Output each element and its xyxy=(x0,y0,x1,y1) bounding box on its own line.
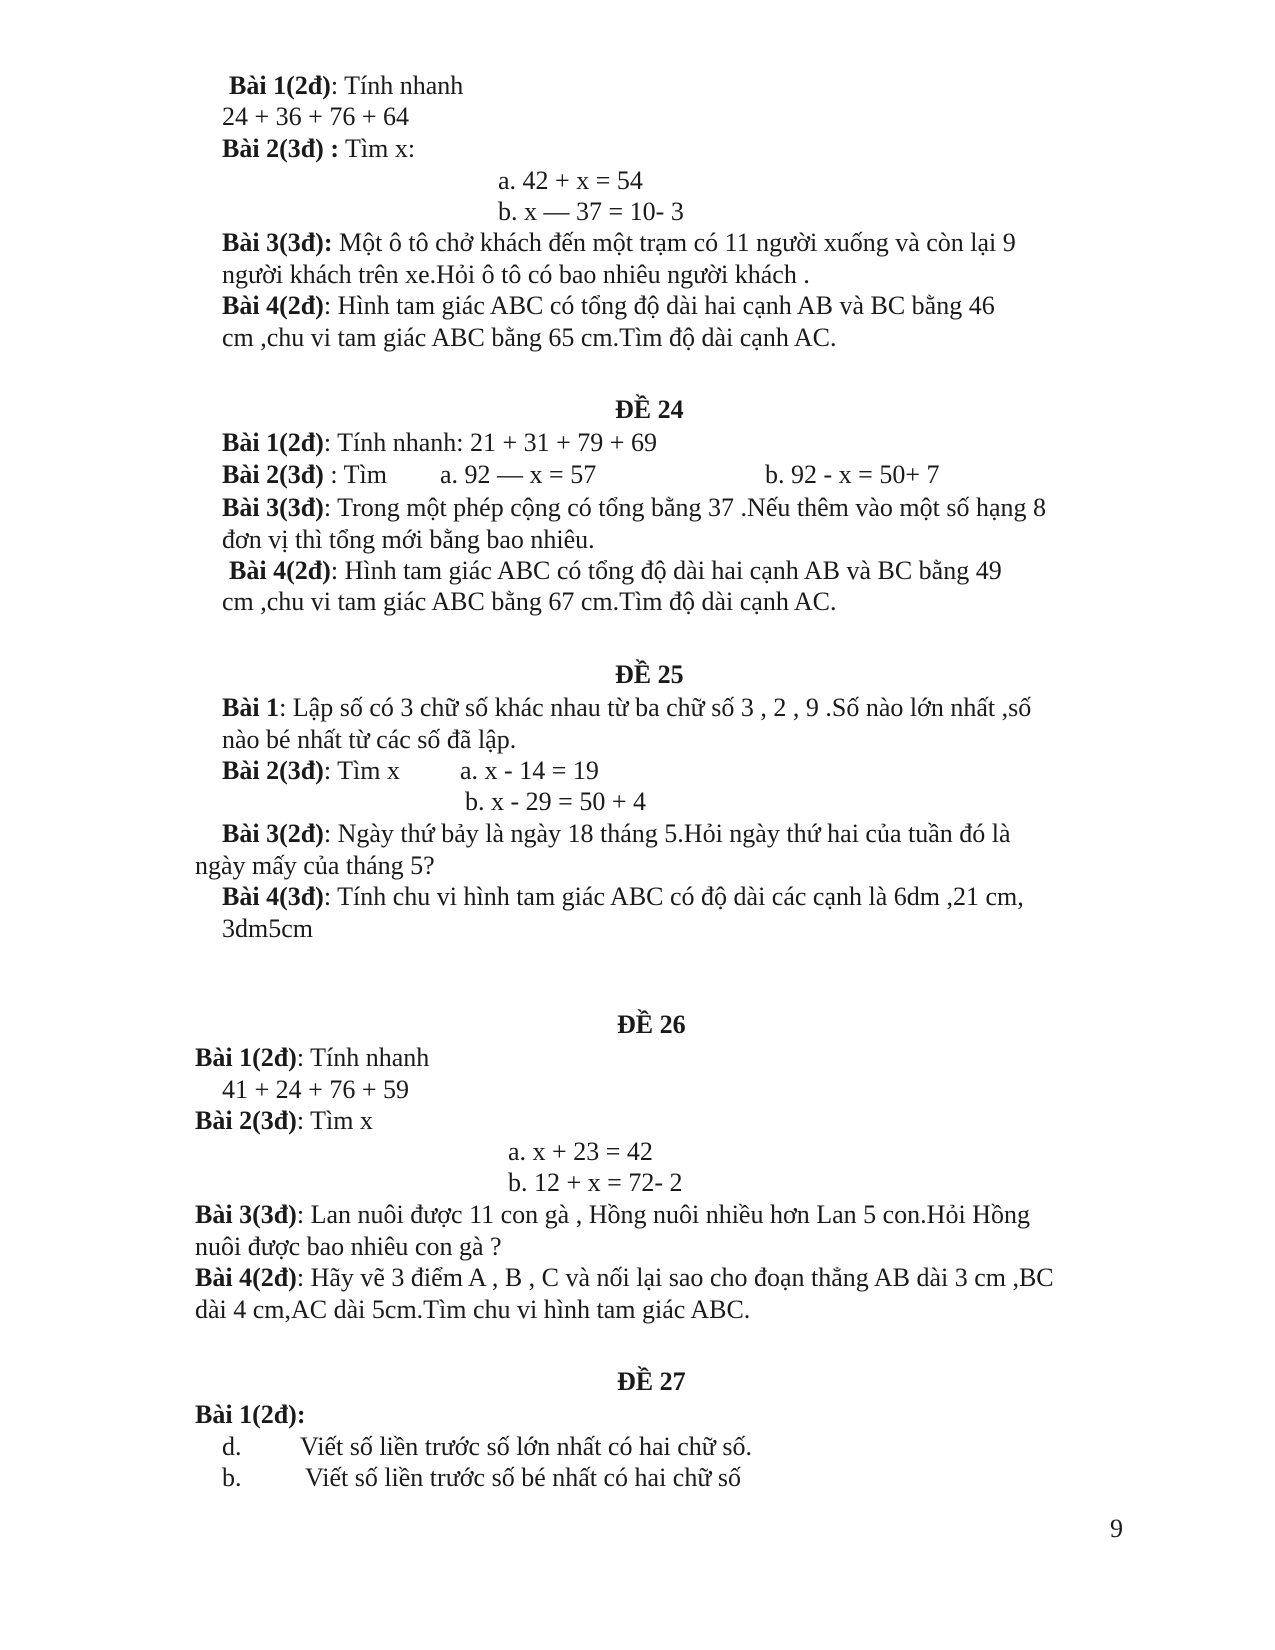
de24-bai2-b: b. 92 - x = 50+ 7 xyxy=(765,460,940,489)
de26-title: ĐỀ 26 xyxy=(617,1010,686,1039)
de26-bai4-line2: dài 4 cm,AC dài 5cm.Tìm chu vi hình tam giác ABC. xyxy=(195,1295,751,1324)
s1-bai2: Bài 2(3đ) : Tìm x: xyxy=(222,134,416,163)
de26-bai2-a: a. x + 23 = 42 xyxy=(508,1137,653,1166)
page-number: 9 xyxy=(1110,1514,1123,1543)
de25-title: ĐỀ 25 xyxy=(615,660,684,689)
de25-bai2: Bài 2(3đ): Tìm x xyxy=(222,756,400,785)
de26-bai2-b: b. 12 + x = 72- 2 xyxy=(508,1168,683,1197)
de24-bai3-line2: đơn vị thì tổng mới bằng bao nhiêu. xyxy=(222,525,595,554)
s1-bai1-label: Bài 1(2đ) xyxy=(229,71,331,100)
de24-bai3: Bài 3(3đ): Trong một phép cộng có tổng bằng 37 .Nếu thêm vào một số hạng 8 xyxy=(222,493,1047,522)
de27-title: ĐỀ 27 xyxy=(617,1367,686,1396)
s1-bai1: Bài 1(2đ): Tính nhanh xyxy=(229,71,464,100)
de27-item-b-marker: b. xyxy=(222,1463,242,1492)
de26-bai1: Bài 1(2đ): Tính nhanh xyxy=(195,1043,430,1072)
s1-bai4-line2: cm ,chu vi tam giác ABC bằng 65 cm.Tìm độ dài cạnh AC. xyxy=(222,323,837,352)
de24-title: ĐỀ 24 xyxy=(615,395,684,424)
de25-bai2-b: b. x - 29 = 50 + 4 xyxy=(465,787,646,816)
de25-bai1-line2: nào bé nhất từ các số đã lập. xyxy=(222,725,517,754)
de27-item-d-text: Viết số liền trước số lớn nhất có hai chữ số. xyxy=(300,1432,752,1461)
de25-bai3: Bài 3(2đ): Ngày thứ bảy là ngày 18 tháng 5.Hỏi ngày thứ hai của tuần đó là xyxy=(222,819,1011,848)
s1-bai3-line2: người khách trên xe.Hỏi ô tô có bao nhiêu người khách . xyxy=(222,260,810,289)
de25-bai1: Bài 1: Lập số có 3 chữ số khác nhau từ ba chữ số 3 , 2 , 9 .Số nào lớn nhất ,số xyxy=(222,693,1032,722)
de25-bai4: Bài 4(3đ): Tính chu vi hình tam giác ABC có độ dài các cạnh là 6dm ,21 cm, xyxy=(222,882,1024,911)
de24-bai2: Bài 2(3đ) : Tìm xyxy=(222,460,387,489)
de26-bai4: Bài 4(2đ): Hãy vẽ 3 điểm A , B , C và nối lại sao cho đoạn thẳng AB dài 3 cm ,BC xyxy=(195,1263,1054,1292)
de26-bai1-expr: 41 + 24 + 76 + 59 xyxy=(222,1075,409,1104)
de26-bai3: Bài 3(3đ): Lan nuôi được 11 con gà , Hồng nuôi nhiều hơn Lan 5 con.Hỏi Hồng xyxy=(195,1200,1030,1229)
de26-bai2: Bài 2(3đ): Tìm x xyxy=(195,1106,373,1135)
de26-bai3-line2: nuôi được bao nhiêu con gà ? xyxy=(195,1232,502,1261)
s1-bai4: Bài 4(2đ): Hình tam giác ABC có tổng độ dài hai cạnh AB và BC bằng 46 xyxy=(222,291,995,320)
de24-bai1: Bài 1(2đ): Tính nhanh: 21 + 31 + 79 + 69 xyxy=(222,428,657,457)
de25-bai3-line2: ngày mấy của tháng 5? xyxy=(195,851,435,880)
de24-bai2-a: a. 92 — x = 57 xyxy=(440,460,597,489)
de27-item-b-text: Viết số liền trước số bé nhất có hai chữ số xyxy=(305,1463,742,1492)
de27-bai1: Bài 1(2đ): xyxy=(195,1400,306,1429)
s1-bai3: Bài 3(3đ): Một ô tô chở khách đến một trạm có 11 người xuống và còn lại 9 xyxy=(222,228,1016,257)
s1-bai2-a: a. 42 + x = 54 xyxy=(498,166,643,195)
s1-bai1-expr: 24 + 36 + 76 + 64 xyxy=(222,102,409,131)
de25-bai2-a: a. x - 14 = 19 xyxy=(460,756,599,785)
de24-bai4: Bài 4(2đ): Hình tam giác ABC có tổng độ dài hai cạnh AB và BC bằng 49 xyxy=(229,556,1002,585)
de25-bai4-line2: 3dm5cm xyxy=(222,914,313,943)
s1-bai2-b: b. x — 37 = 10- 3 xyxy=(498,197,684,226)
de24-bai4-line2: cm ,chu vi tam giác ABC bằng 67 cm.Tìm độ dài cạnh AC. xyxy=(222,587,837,616)
de27-item-d-marker: d. xyxy=(222,1432,242,1461)
